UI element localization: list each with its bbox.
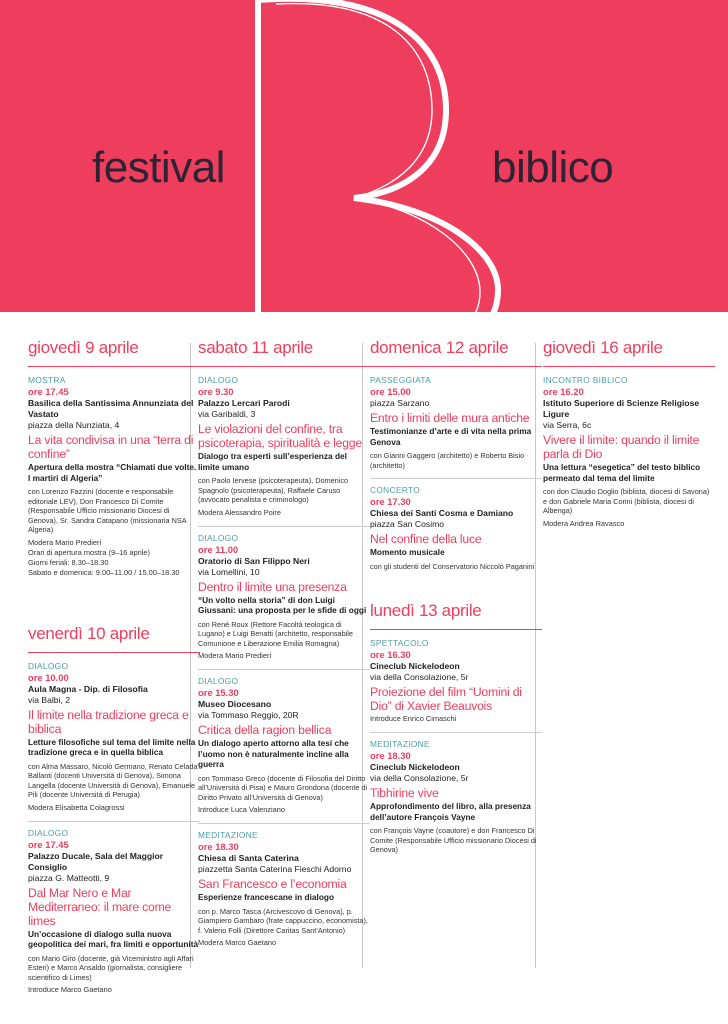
event-address: piazza Sarzano <box>370 398 430 408</box>
event-participants: con René Roux (Rettore Facoltà teologica di Lugano) e Luigi Benatti (architetto, responsabile Comunione e Liberazione Emilia Romagna) <box>198 619 353 648</box>
event-title: Entro i limiti delle mura antiche <box>370 411 530 425</box>
event-time: ore 9.30 <box>198 386 234 397</box>
event-title: Vivere il limite: quando il limite parla di Dio <box>543 433 700 461</box>
event-note: Introduce Marco Gaetano <box>28 985 112 994</box>
event-place: Palazzo Lercari Parodi <box>198 398 290 408</box>
event-participants: con gli studenti del Conservatorio Niccolò Paganini <box>370 561 535 571</box>
event-place: Oratorio di San Filippo Neri <box>198 555 310 566</box>
event-address: via Lomellini, 10 <box>198 566 260 577</box>
event-note: Introduce Enrico Cimaschi <box>370 714 457 723</box>
festival-word: festival <box>92 143 225 192</box>
day-heading: giovedì 9 aprile <box>28 338 200 367</box>
event-participants: con François Vayne (coautore) e don Francesco Di Comite (Responsabile Ufficio missionario Diocesi di Genova) <box>370 826 537 854</box>
event <box>370 638 542 724</box>
event-title: Tibhirine vive <box>370 786 439 800</box>
event-address: piazzetta Santa Caterina Fieschi Adorno <box>198 864 352 874</box>
header-banner <box>0 0 728 312</box>
event-address: piazza San Cosimo <box>370 519 445 529</box>
event-address: via della Consolazione, 5r <box>370 773 469 783</box>
day-heading: domenica 12 aprile <box>370 338 542 367</box>
event-participants: con Alma Massaro, Nicolò Germano, Renato Celada Ballanti (docenti Università di Genova), Simona Langella (docente Università di Genova), Emanuele Pili (docente Università di Perugia) <box>28 761 198 799</box>
column-2 <box>198 338 370 954</box>
event-category: PASSEGGIATA <box>370 375 432 385</box>
event-time: ore 17.45 <box>28 386 69 397</box>
event-note: Modera Alessandro Poire <box>198 507 281 517</box>
event-title: Le violazioni del confine, tra psicoterapia, spiritualità e legge <box>198 422 362 450</box>
day-heading: giovedì 16 aprile <box>543 338 715 367</box>
event-address: via Balbi, 2 <box>28 694 71 705</box>
event-note: Orari di apertura mostra (9–16 aprile) <box>28 547 150 557</box>
event-subtitle: Esperienze francescane in dialogo <box>198 892 335 902</box>
day-block <box>370 601 542 855</box>
event-participants: con Gianni Gaggero (architetto) e Roberto Bisio (architetto) <box>370 451 525 470</box>
event-time: ore 18.30 <box>370 750 411 761</box>
event-time: ore 16.20 <box>543 386 584 397</box>
event <box>28 661 200 813</box>
event-title: Proiezione del film “Uomini di Dio” di Xavier Beauvois <box>370 685 522 713</box>
event-subtitle: Letture filosofiche sul tema del limite nella tradizione greca e in quella biblica <box>28 736 196 757</box>
event-address: via della Consolazione, 5r <box>370 672 469 682</box>
event-time: ore 17.30 <box>370 496 411 507</box>
event-place: Cineclub Nickelodeon <box>370 661 460 671</box>
event <box>28 375 200 578</box>
event-address: via Serra, 6c <box>543 420 592 430</box>
day-heading: venerdì 10 aprile <box>28 624 200 653</box>
event-category: SPETTACOLO <box>370 638 429 648</box>
event <box>198 669 370 815</box>
column-1 <box>28 338 200 1001</box>
event-title: Dal Mar Nero e Mar Mediterraneo: il mare come limes <box>28 885 172 928</box>
event-time: ore 11.00 <box>198 543 239 555</box>
event <box>370 732 542 855</box>
event-category: MEDITAZIONE <box>198 830 258 840</box>
event-time: ore 15.30 <box>198 687 239 698</box>
event-subtitle: Una lettura “esegetica” del testo biblico permeato dal tema del limite <box>543 462 701 483</box>
event-place: Chiesa dei Santi Cosma e Damiano <box>370 508 514 518</box>
event-participants: con Tommaso Greco (docente di Filosofia del Diritto all’Università di Pisa) e Mauro Grondona (docente di Diritto Privato all’Università di Genova) <box>198 773 368 802</box>
big-b-logo <box>236 0 536 312</box>
event-participants: con Lorenzo Fazzini (docente e responsabile editoriale LEV), Don Francesco Di Comite (Responsabile Ufficio missionario Diocesi di Genova), Sr. Sandra Catapano (missionaria NSA Algeria) <box>28 487 187 534</box>
event-category: DIALOGO <box>28 827 69 838</box>
event <box>543 375 715 529</box>
day-block <box>198 338 370 948</box>
event-note: Modera Mario Predieri <box>198 651 272 660</box>
day-heading: lunedì 13 aprile <box>370 601 542 630</box>
biblico-word: biblico <box>492 143 614 192</box>
event-note: Modera Marco Gaetano <box>198 938 277 947</box>
event-note: Sabato e domenica: 9.00–11.00 / 15.00–18.30 <box>28 567 180 577</box>
event-time: ore 17.45 <box>28 838 69 850</box>
event-address: via Tommaso Reggio, 20R <box>198 710 299 720</box>
event-subtitle: Approfondimento del libro, alla presenza dell’autore François Vayne <box>370 801 531 822</box>
event-participants: con Mario Giro (docente, già Viceministro agli Affari Esteri) e Marco Ansaldo (giornalista, consigliere scientifico di Limes) <box>28 953 194 982</box>
event-participants: con p. Marco Tasca (Arcivescovo di Genova), p. Giampiero Gambaro (frate cappuccino, economista), f. Valerio Folli (Direttore Caritas Sant’Antonio) <box>198 906 368 935</box>
event-title: Il limite nella tradizione greca e biblica <box>28 707 189 736</box>
event-category: MEDITAZIONE <box>370 739 430 749</box>
day-block <box>28 624 200 996</box>
event-place: Basilica della Santissima Annunziata del Vastato <box>28 398 194 419</box>
event-address: piazza G. Matteotti, 9 <box>28 872 110 883</box>
event-category: DIALOGO <box>198 532 239 543</box>
event-time: ore 16.30 <box>370 649 411 660</box>
event-note: Giorni feriali: 8.30–18.30 <box>28 557 109 567</box>
day-block <box>543 338 715 529</box>
event-title: Nel confine della luce <box>370 532 482 546</box>
event <box>28 821 200 996</box>
event-title: San Francesco e l’economia <box>198 877 347 891</box>
event-place: Museo Diocesano <box>198 699 272 709</box>
event-place: Cineclub Nickelodeon <box>370 762 460 772</box>
event-category: DIALOGO <box>198 375 239 385</box>
event-subtitle: Dialogo tra esperti sull’esperienza del limite umano <box>198 451 347 472</box>
event <box>370 478 542 571</box>
event <box>198 823 370 948</box>
event-category: DIALOGO <box>198 676 239 686</box>
event-participants: con Paolo Iervese (psicoterapeuta), Domenico Spagnolo (psicoterapeuta), Raffaele Caruso (avvocato penalista e criminologo) <box>198 476 349 504</box>
event-time: ore 18.30 <box>198 841 239 852</box>
event-time: ore 15.00 <box>370 386 411 397</box>
event-place: Palazzo Ducale, Sala del Maggior Consiglio <box>28 850 164 872</box>
event-title: Dentro il limite una presenza <box>198 579 347 594</box>
day-block <box>370 338 542 571</box>
event-title: Critica della ragion bellica <box>198 723 332 737</box>
event-note: Modera Elisabetta Colagrossi <box>28 802 125 812</box>
column-3 <box>370 338 542 861</box>
event-place: Istituto Superiore di Scienze Religiose Ligure <box>543 398 700 419</box>
event-subtitle: Un dialogo aperto attorno alla tesi che l’uomo non è naturalmente incline alla guerra <box>198 738 349 769</box>
event-category: INCONTRO BIBLICO <box>543 375 628 385</box>
event-participants: con don Claudio Doglio (biblista, diocesi di Savona) e don Gabriele Maria Corini (biblista, diocesi di Albenga) <box>543 487 710 515</box>
event-category: CONCERTO <box>370 485 421 495</box>
event-subtitle: Testimonianze d’arte e di vita nella prima Genova <box>370 426 532 447</box>
column-4 <box>543 338 715 535</box>
event <box>198 375 370 518</box>
event-place: Chiesa di Santa Caterina <box>198 853 299 863</box>
event-category: DIALOGO <box>28 660 69 671</box>
event-note: Modera Andrea Ravasco <box>543 518 625 528</box>
day-block <box>28 338 200 578</box>
event-subtitle: Apertura della mostra “Chiamati due volte. I martiri di Algeria” <box>28 462 197 483</box>
event-address: via Garibaldi, 3 <box>198 409 256 419</box>
event-time: ore 10.00 <box>28 671 69 683</box>
event <box>198 526 370 662</box>
event-subtitle: Un’occasione di dialogo sulla nuova geopolitica dei mari, fra limiti e opportunità <box>28 928 199 949</box>
event-title: La vita condivisa in una “terra di confine” <box>28 433 194 461</box>
event-subtitle: “Un volto nella storia” di don Luigi Giussani: una proposta per le sfide di oggi <box>198 594 367 615</box>
event-address: piazza della Nunziata, 4 <box>28 420 120 430</box>
event-category: MOSTRA <box>28 375 66 385</box>
event-note: Introduce Luca Valenziano <box>198 805 285 814</box>
event-place: Aula Magna - Dip. di Filosofia <box>28 683 148 694</box>
event-subtitle: Momento musicale <box>370 547 445 557</box>
event <box>370 375 542 470</box>
event-note: Modera Mario Predieri <box>28 537 102 547</box>
day-heading: sabato 11 aprile <box>198 338 370 367</box>
